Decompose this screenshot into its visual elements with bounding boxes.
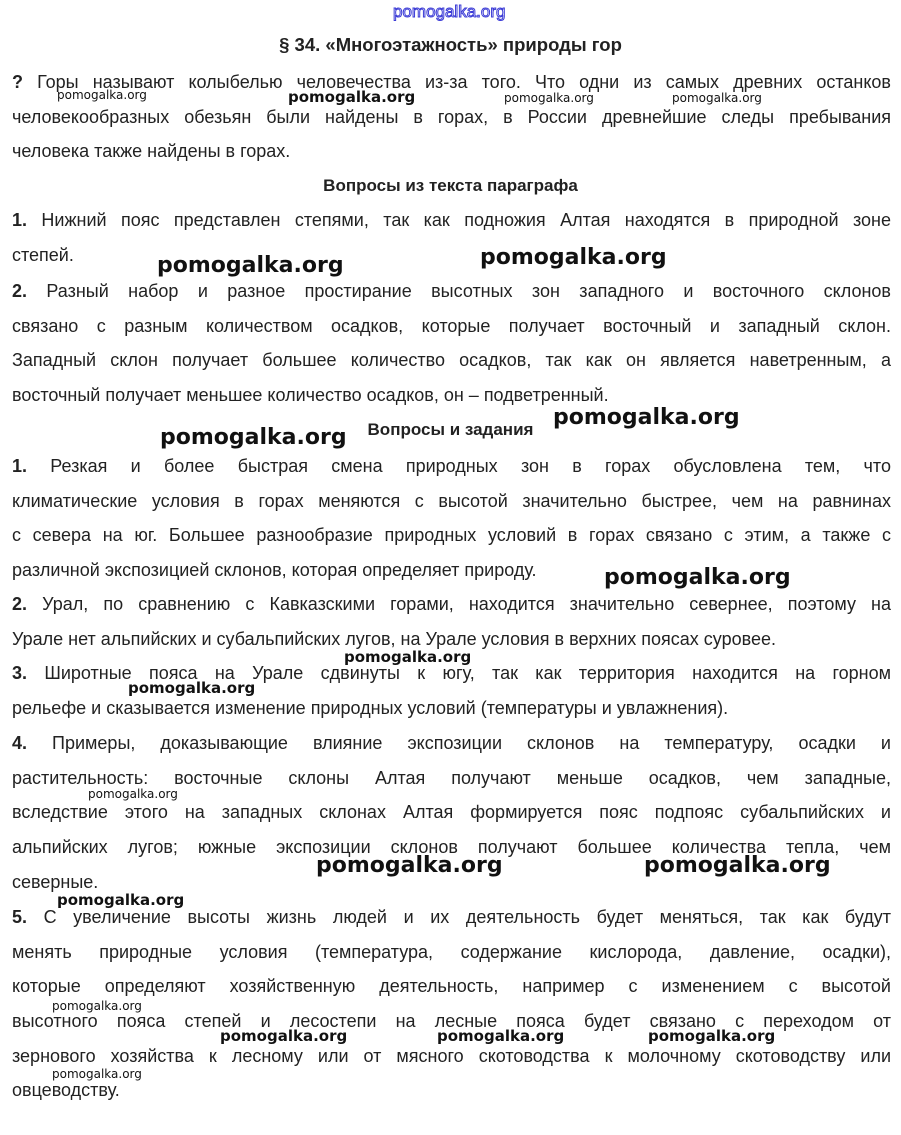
- text-line: [12, 343, 891, 378]
- intro-paragraph: [12, 65, 891, 169]
- item-number: 1.: [12, 210, 28, 230]
- watermark: pomogalka.org: [672, 91, 762, 105]
- line-text: овцеводству.: [12, 1080, 120, 1101]
- watermark: pomogalka.org: [57, 88, 147, 102]
- line-text: Примеры, доказывающие влияние экспозиции склонов на температуру, осадки и: [27, 733, 891, 753]
- watermark: pomogalka.org: [316, 853, 503, 878]
- watermark: pomogalka.org: [160, 425, 347, 450]
- watermark: pomogalka.org: [344, 648, 472, 666]
- line-text: Резкая и более быстрая смена природных зон в горах обусловлена тем, что: [27, 456, 891, 476]
- line-text: Нижний пояс представлен степями, так как подножия Алтая находятся в природной зоне: [27, 210, 891, 230]
- text-line: [12, 969, 891, 1004]
- line-text: связано с разным количеством осадков, которые получает восточный и западный склон.: [12, 315, 891, 336]
- text-line: [12, 134, 891, 169]
- answer-paragraph: [12, 900, 891, 1108]
- line-text: северные.: [12, 871, 99, 892]
- text-line: [12, 935, 891, 970]
- line-text: степей.: [12, 244, 74, 265]
- line-text: менять природные условия (температура, содержание кислорода, давление, осадки),: [12, 941, 891, 962]
- line-text: Широтные пояса на Урале сдвинуты к югу, так как территория находится на горном: [27, 663, 891, 683]
- watermark: pomogalka.org: [220, 1027, 348, 1045]
- line-text: человека также найдены в горах.: [12, 141, 291, 162]
- item-number: 1.: [12, 456, 28, 476]
- watermark: pomogalka.org: [480, 245, 667, 270]
- text-line: [12, 726, 891, 761]
- line-text: вследствие этого на западных склонах Алтая формируется пояс подпояс субальпийских и: [12, 802, 891, 823]
- text-line: [12, 587, 891, 622]
- text-line: [12, 274, 891, 309]
- line-text: Урал, по сравнению с Кавказскими горами, находится значительно севернее, поэтому на: [27, 594, 891, 614]
- watermark: pomogalka.org: [57, 891, 185, 909]
- line-text: с севера на юг. Большее разнообразие природных условий в горах связано с этим, а также с: [12, 525, 891, 546]
- watermark: pomogalka.org: [644, 853, 831, 878]
- line-text: человекообразных обезьян были найдены в горах, в России древнейшие следы пребывания: [12, 106, 891, 127]
- line-text: С увеличение высоты жизнь людей и их деятельность будет меняться, так как будут: [27, 907, 891, 927]
- item-number: 3.: [12, 663, 28, 683]
- section-heading-questions-tasks: Вопросы и задания: [367, 420, 534, 439]
- watermark: pomogalka.org: [553, 405, 740, 430]
- line-text: Западный склон получает большее количество осадков, так как он является наветренным, а: [12, 350, 891, 371]
- watermark: pomogalka.org: [52, 1067, 142, 1081]
- watermark: pomogalka.org: [128, 679, 256, 697]
- text-line: [12, 203, 891, 238]
- line-text: высотного пояса степей и лесостепи на лесные пояса будет связано с переходом от: [12, 1011, 891, 1032]
- line-text: которые определяют хозяйственную деятельность, например с изменением с высотой: [12, 976, 891, 997]
- item-number: 2.: [12, 594, 28, 614]
- text-line: [12, 484, 891, 519]
- line-text: рельефе и сказывается изменение природных условий (температуры и увлажнения).: [12, 697, 729, 718]
- text-line: [12, 449, 891, 484]
- text-line: [12, 238, 891, 273]
- text-line: [12, 518, 891, 553]
- line-text: альпийских лугов; южные экспозиции склонов получают большее количества тепла, чем: [12, 837, 891, 858]
- answer-paragraph: [12, 587, 891, 656]
- line-text: климатические условия в горах меняются с высотой значительно быстрее, чем на равнинах: [12, 490, 891, 511]
- line-text: Горы называют колыбелью человечества из-за того. Что одни из самых древних останков: [23, 72, 891, 92]
- section-heading-text-questions: Вопросы из текста параграфа: [323, 176, 578, 195]
- watermark: pomogalka.org: [504, 91, 594, 105]
- watermark: pomogalka.org: [604, 565, 791, 590]
- watermark: pomogalka.org: [88, 787, 178, 801]
- watermark: pomogalka.org: [648, 1027, 776, 1045]
- line-text: различной экспозицией склонов, которая определяет природу.: [12, 560, 537, 581]
- answer-paragraph: [12, 203, 891, 272]
- line-text: зернового хозяйства к лесному или от мясного скотоводства к молочному скотоводству или: [12, 1045, 891, 1066]
- line-text: Урале нет альпийских и субальпийских лугов, на Урале условия в верхних поясах суровее.: [12, 628, 776, 649]
- watermark: pomogalka.org: [437, 1027, 565, 1045]
- item-number: 5.: [12, 907, 28, 927]
- item-number: ?: [12, 72, 23, 92]
- page-title: § 34. «Многоэтажность» природы гор: [279, 34, 622, 55]
- line-text: Разный набор и разное простирание высотных зон западного и восточного склонов: [27, 281, 891, 301]
- watermark: pomogalka.org: [288, 88, 416, 106]
- line-text: восточный получает меньшее количество осадков, он – подветренный.: [12, 385, 609, 406]
- watermark: pomogalka.org: [52, 999, 142, 1013]
- answer-paragraph: [12, 274, 891, 413]
- text-line: [12, 1073, 891, 1108]
- item-number: 2.: [12, 281, 28, 301]
- text-line: [12, 309, 891, 344]
- watermark-header: pomogalka.org: [393, 2, 506, 21]
- item-number: 4.: [12, 733, 28, 753]
- line-text: растительность: восточные склоны Алтая получают меньше осадков, чем западные,: [12, 767, 891, 788]
- watermark: pomogalka.org: [157, 253, 344, 278]
- text-line: [12, 378, 891, 413]
